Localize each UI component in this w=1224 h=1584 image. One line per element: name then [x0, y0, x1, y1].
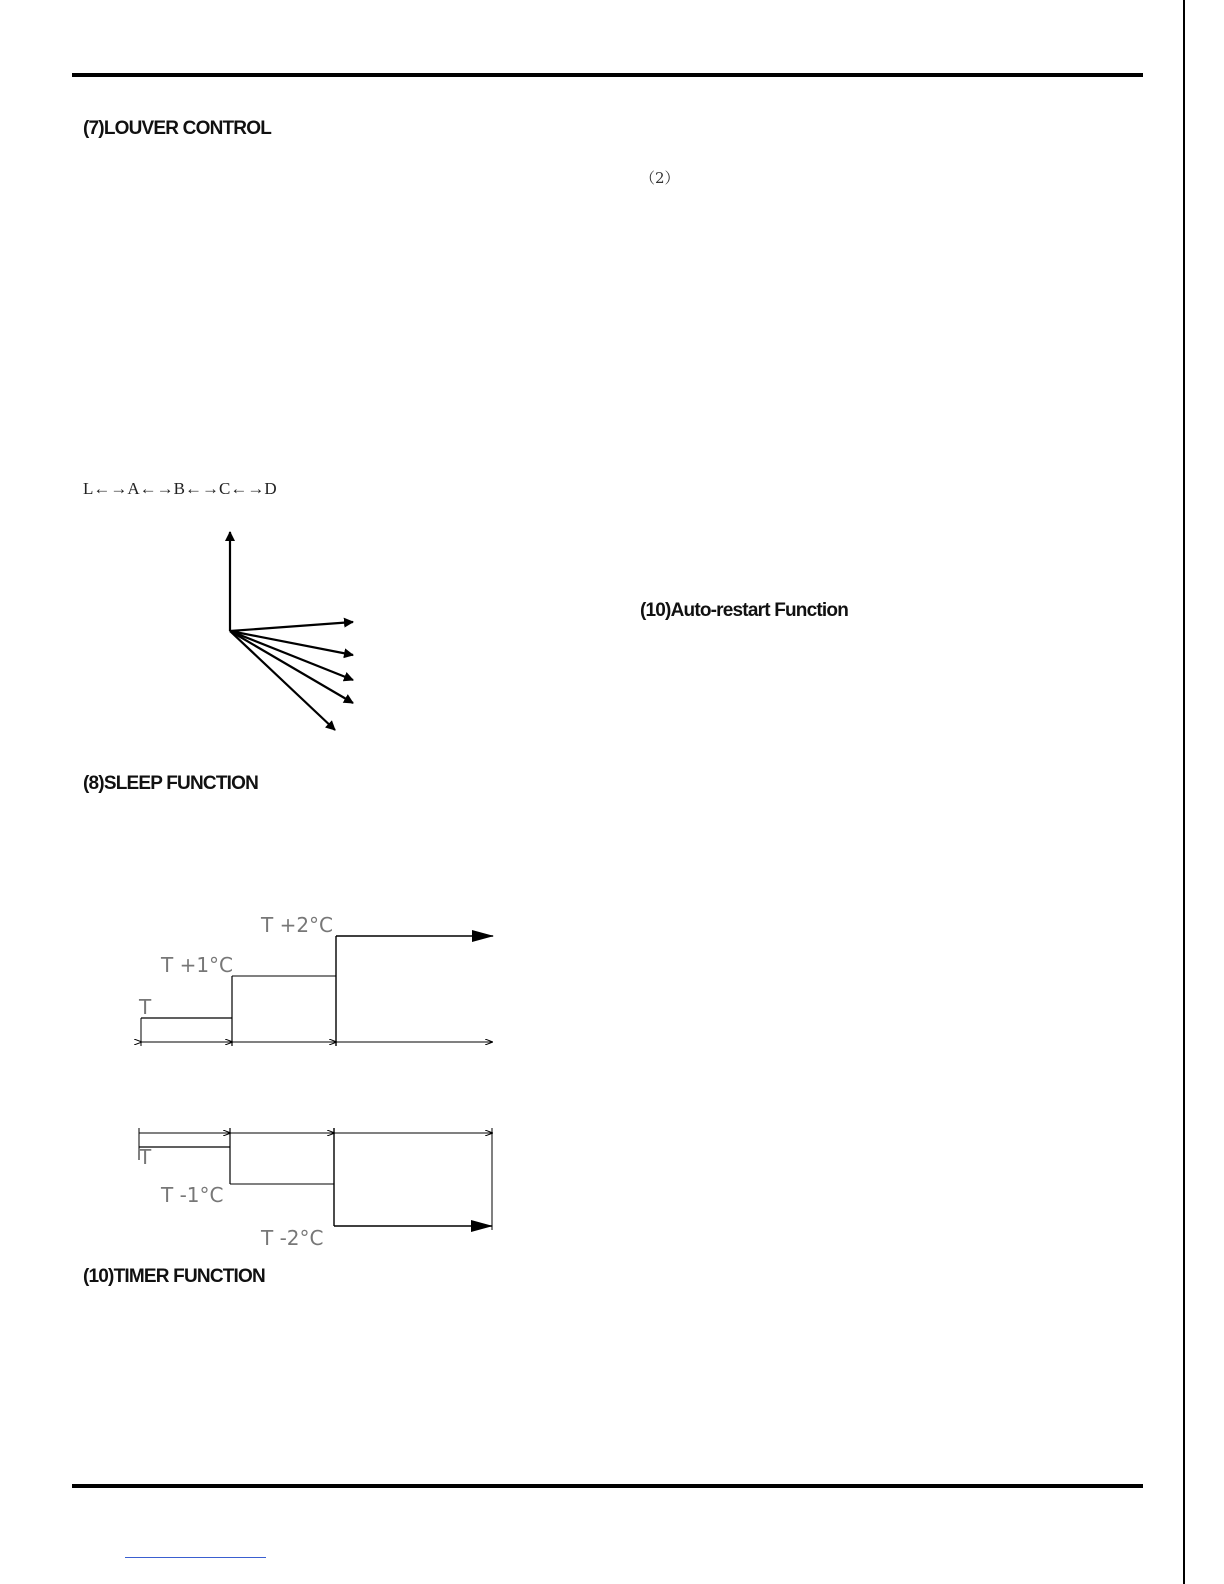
right-edge-rule	[1183, 0, 1185, 1584]
louver-arrow-b	[230, 631, 353, 655]
heating-label-t-plus-1: T +1°C	[161, 953, 234, 977]
cooling-label-t-minus-1: T -1°C	[161, 1183, 224, 1207]
bottom-rule	[72, 1484, 1143, 1488]
auto-restart-heading: (10)Auto-restart Function	[640, 600, 849, 621]
louver-arrow-d	[230, 631, 353, 703]
louver-control-heading: (7)LOUVER CONTROL	[83, 118, 272, 139]
footer-link[interactable]	[125, 1557, 266, 1558]
heating-label-t: T	[139, 995, 152, 1019]
louver-position-sequence: L←→A←→B←→C←→D	[83, 479, 277, 498]
timer-function-heading: (10)TIMER FUNCTION	[83, 1266, 265, 1287]
louver-arrow-e	[230, 631, 335, 730]
sleep-function-heading: (8)SLEEP FUNCTION	[83, 773, 259, 794]
louver-arrow-c	[230, 631, 353, 680]
top-rule	[72, 73, 1143, 77]
cooling-label-t: T	[139, 1145, 152, 1169]
item-marker-2: （2）	[640, 169, 680, 187]
heating-label-t-plus-2: T +2°C	[261, 913, 334, 937]
louver-arrow-a	[230, 622, 353, 631]
cooling-label-t-minus-2: T -2°C	[261, 1226, 324, 1250]
